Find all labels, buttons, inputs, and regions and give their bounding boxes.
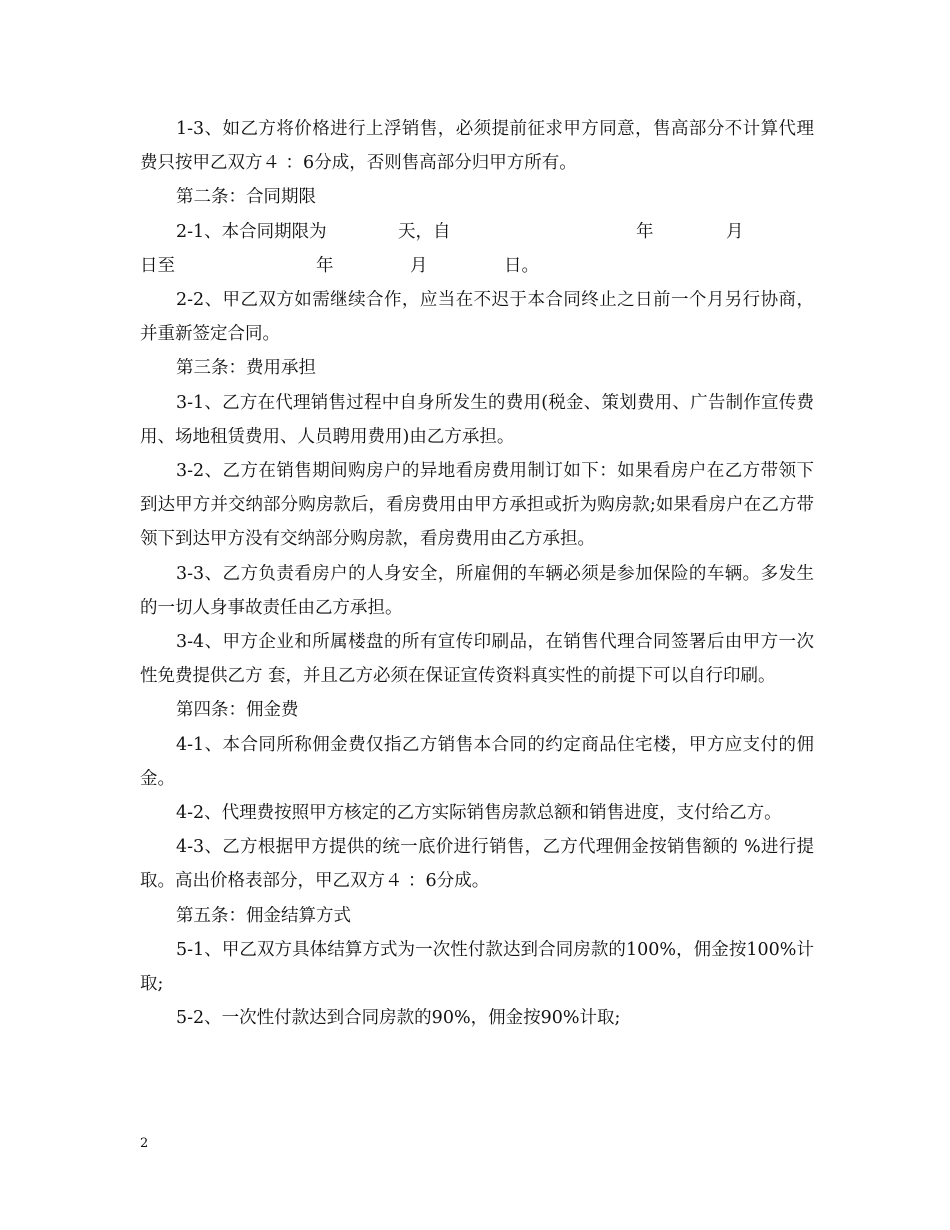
section-heading-4: 第四条：佣金费 (176, 700, 299, 721)
clause-5-2: 5-2、一次性付款达到合同房款的90%，佣金按90%计取; (176, 1008, 621, 1029)
clause-3-1: 3-1、乙方在代理销售过程中自身所发生的费用(税金、策划费用、广告制作宣传费用、场地租赁费用、人员聘用费用)由乙方承担。 (140, 392, 814, 447)
clause-2-1-line-2 (140, 249, 814, 283)
clause-2-1-day-start: 日至 (140, 255, 175, 276)
clause-2-1-year-start: 年 (636, 221, 654, 242)
clause-3-3: 3-3、乙方负责看房户的人身安全，所雇佣的车辆必须是参加保险的车辆。多发生的一切人身事故责任由乙方承担。 (140, 563, 814, 618)
clause-2-1-prefix: 2-1、本合同期限为 (176, 221, 327, 242)
clause-5-1: 5-1、甲乙双方具体结算方式为一次性付款达到合同房款的100%，佣金按100%计取; (140, 939, 814, 995)
clause-2-1-month-start: 月 (726, 221, 744, 242)
clause-4-3: 4-3、乙方根据甲方提供的统一底价进行销售，乙方代理佣金按销售额的 %进行提取。高出价格表部分，甲乙双方４ ：6分成。 (140, 837, 814, 892)
clause-3-4: 3-4、甲方企业和所属楼盘的所有宣传印刷品，在销售代理合同签署后由甲方一次性免费提供乙方 套，并且乙方必须在保证宣传资料真实性的前提下可以自行印刷。 (140, 632, 814, 687)
section-heading-2: 第二条：合同期限 (176, 187, 316, 208)
clause-4-2: 4-2、代理费按照甲方核定的乙方实际销售房款总额和销售进度，支付给乙方。 (176, 803, 782, 824)
clause-2-2: 2-2、甲乙双方如需继续合作，应当在不迟于本合同终止之日前一个月另行协商，并重新签定合同。 (140, 289, 814, 345)
section-heading-3: 第三条：费用承担 (176, 358, 316, 379)
clause-2-1-month-end: 月 (410, 255, 428, 276)
page-number: 2 (140, 1136, 149, 1151)
clause-2-1-year-end: 年 (316, 255, 334, 276)
section-heading-5: 第五条：佣金结算方式 (176, 905, 351, 926)
clause-2-1-line-1 (140, 215, 814, 249)
clause-2-1-day-unit: 天，自 (398, 221, 451, 242)
clause-3-2: 3-2、乙方在销售期间购房户的异地看房费用制订如下：如果看房户在乙方带领下到达甲方并交纳部分购房款后，看房费用由甲方承担或折为购房款;如果看房户在乙方带领下到达甲方没有交纳部分购房款，看房费用由乙方承担。 (140, 461, 814, 550)
clause-1-3: 1-3、如乙方将价格进行上浮销售，必须提前征求甲方同意，售高部分不计算代理费只按甲乙双方４ ：6分成，否则售高部分归甲方所有。 (140, 119, 814, 174)
clause-2-1-day-end: 日。 (504, 255, 539, 276)
clause-4-1: 4-1、本合同所称佣金费仅指乙方销售本合同的约定商品住宅楼，甲方应支付的佣金。 (140, 734, 814, 789)
document-body (140, 112, 814, 1035)
